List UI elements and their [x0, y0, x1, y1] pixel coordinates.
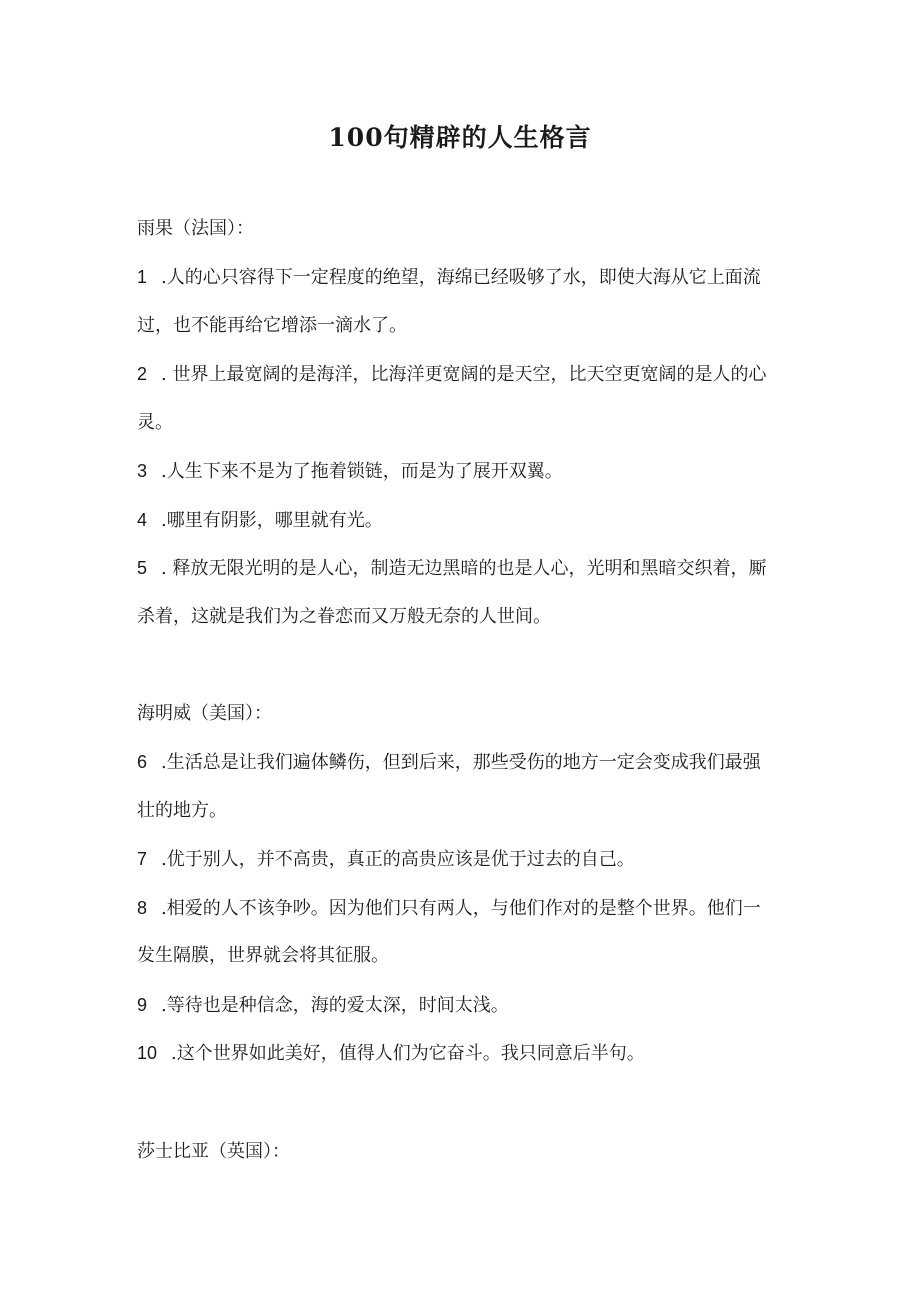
- quote-8: [137, 896, 761, 921]
- quote-text: .人的心只容得下一定程度的绝望，海绵已经吸够了水，即使大海从它上面流: [161, 267, 761, 288]
- quote-4: [137, 508, 383, 533]
- quote-number: 8: [137, 898, 148, 918]
- quote-number: 2: [137, 364, 148, 384]
- quote-text: . 世界上最宽阔的是海洋，比海洋更宽阔的是天空，比天空更宽阔的是人的心: [161, 364, 767, 385]
- quote-5-continuation: 杀着，这就是我们为之眷恋而又万般无奈的人世间。: [137, 606, 551, 627]
- quote-number: 1: [137, 267, 148, 287]
- quote-text: .人生下来不是为了拖着锁链，而是为了展开双翼。: [161, 461, 563, 482]
- quote-2: [137, 362, 766, 387]
- quote-text: .生活总是让我们遍体鳞伤，但到后来，那些受伤的地方一定会变成我们最强: [161, 752, 761, 773]
- document-title: 100句精辟的人生格言: [328, 123, 592, 152]
- quote-2-continuation: 灵。: [137, 412, 173, 433]
- quote-number: 9: [137, 995, 148, 1015]
- quote-8-continuation: 发生隔膜，世界就会将其征服。: [137, 945, 389, 966]
- quote-text: . 释放无限光明的是人心，制造无边黑暗的也是人心，光明和黑暗交织着，厮: [161, 558, 767, 579]
- quote-text: .这个世界如此美好，值得人们为它奋斗。我只同意后半句。: [171, 1043, 645, 1064]
- quote-6-continuation: 壮的地方。: [137, 800, 227, 821]
- quote-number: 5: [137, 558, 148, 578]
- quote-1-continuation: 过，也不能再给它增添一滴水了。: [137, 315, 407, 336]
- quote-text: .优于别人，并不高贵，真正的高贵应该是优于过去的自己。: [161, 849, 635, 870]
- quote-text: .等待也是种信念，海的爱太深，时间太浅。: [161, 995, 509, 1016]
- quote-6: [137, 750, 761, 775]
- quote-1: [137, 265, 761, 290]
- quote-7: [137, 847, 635, 872]
- quote-3: [137, 459, 563, 484]
- quote-number: 3: [137, 461, 148, 481]
- quote-10: [137, 1041, 645, 1066]
- quote-number: 6: [137, 752, 148, 772]
- quote-5: [137, 556, 766, 581]
- section-heading-hugo: 雨果（法国）：: [137, 218, 254, 239]
- quote-9: [137, 993, 509, 1018]
- quote-number: 10: [137, 1043, 158, 1063]
- quote-text: .相爱的人不该争吵。因为他们只有两人，与他们作对的是整个世界。他们一: [161, 898, 761, 919]
- quote-number: 4: [137, 510, 148, 530]
- section-heading-shakespeare: 莎士比亚（英国）：: [137, 1141, 290, 1162]
- quote-number: 7: [137, 849, 148, 869]
- section-heading-hemingway: 海明威（美国）：: [137, 703, 272, 724]
- quote-text: .哪里有阴影，哪里就有光。: [161, 510, 383, 531]
